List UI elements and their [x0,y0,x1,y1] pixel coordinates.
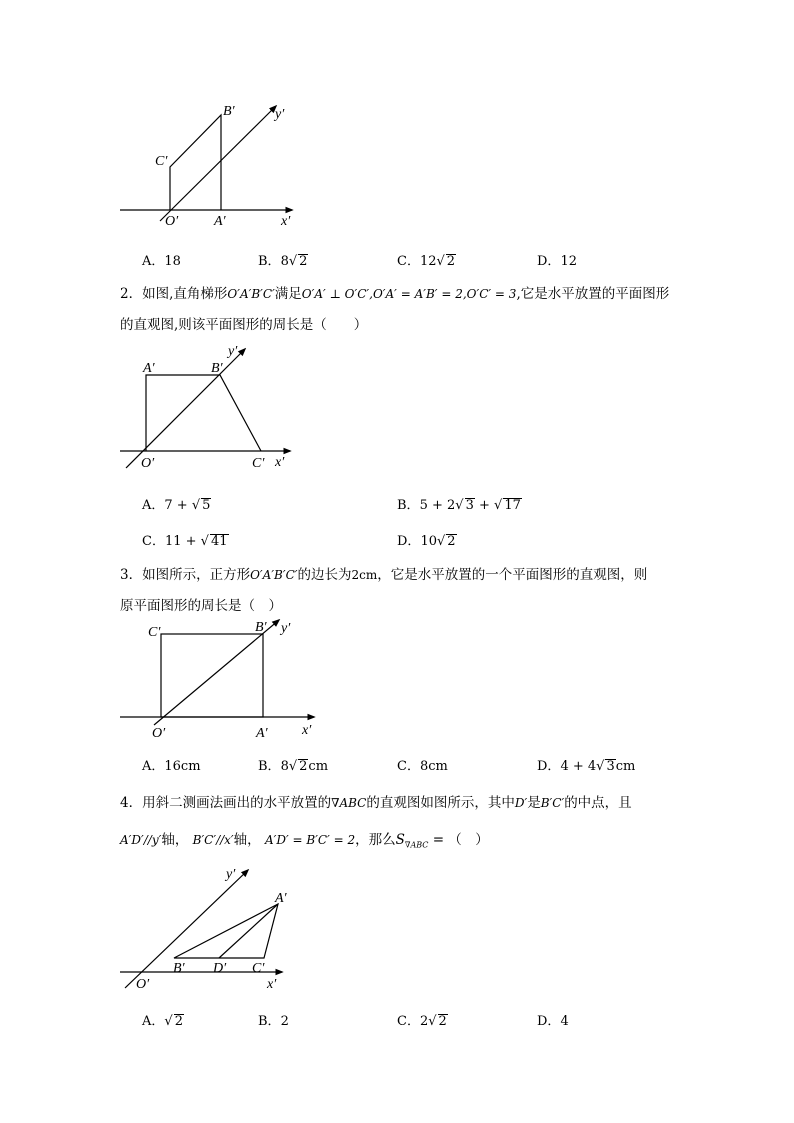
q4-option-d[interactable]: D．4 [537,1014,569,1029]
q3-option-d[interactable]: D．4 + 4√ 3cm [537,759,636,774]
label-x: x′ [302,723,312,738]
y-axis [160,106,276,221]
q4-option-c[interactable]: C．2√ 2 [397,1014,447,1029]
label-c: C′ [148,625,161,640]
label-a: A′ [256,726,268,741]
label-b: B′ [173,961,185,976]
label-x: x′ [275,455,285,470]
label-a: A′ [275,891,287,906]
label-a: A′ [143,361,155,376]
q4-stem-line2: A′D′//y′轴， B′C′//x′轴， A′D′ = B′C′ = 2，那么$S_{\nabla ABC}$ = （ ） [120,832,489,850]
label-o: O′ [165,214,179,229]
q2-option-a[interactable]: A．7 + √ 5 [142,498,211,513]
q3-stem-line2: 原平面图形的周长是（ ） [120,598,282,614]
figure-2-diagram [110,340,310,475]
figure-1-diagram [110,95,310,230]
y-axis [154,620,279,725]
q2-option-d[interactable]: D．10√ 2 [397,534,456,549]
label-c: C′ [252,961,265,976]
parallelogram [170,115,221,210]
q4-stem-line1: 4．用斜二测画法画出的水平放置的∇ABC的直观图如图所示，其中D′是B′C′的中点，且 [120,795,632,811]
label-x: x′ [281,214,291,229]
label-a: A′ [214,214,226,229]
q3-option-c[interactable]: C．8cm [397,759,448,774]
label-y: y′ [228,344,238,359]
label-c: C′ [155,154,168,169]
label-c: C′ [252,456,265,471]
q2-option-c[interactable]: C．11 + √ 41 [142,534,228,549]
label-b: B′ [255,620,267,635]
q4-option-b[interactable]: B．2 [258,1014,289,1029]
q3-option-a[interactable]: A．16cm [142,759,201,774]
q3-stem-line1: 3．如图所示，正方形O′A′B′C′的边长为2cm，它是水平放置的一个平面图形的直观图，则 [120,567,648,583]
label-o: O′ [136,977,150,992]
label-y: y′ [281,621,291,636]
label-d: D′ [213,961,227,976]
q3-option-b[interactable]: B．8√ 2cm [258,759,329,774]
triangle [174,904,278,958]
q2-stem-line2: 的直观图,则该平面图形的周长是（ ） [120,317,368,333]
label-y: y′ [275,107,285,122]
label-b: B′ [223,104,235,119]
q2-stem-line1: 2．如图,直角梯形O′A′B′C′满足O′A′ ⊥ O′C′,O′A′ = A′B′ = 2,O′C′ = 3,它是水平放置的平面图形 [120,286,670,302]
label-o: O′ [141,456,155,471]
label-b: B′ [211,361,223,376]
trapezoid [146,375,261,451]
q1-option-a[interactable]: A．18 [142,254,181,269]
q1-option-d[interactable]: D．12 [537,254,577,269]
label-x: x′ [267,977,277,992]
q2-option-b[interactable]: B．5 + 2√ 3 + √ 17 [397,498,521,513]
q4-option-a[interactable]: A．√ 2 [142,1014,183,1029]
label-y: y′ [226,867,236,882]
q1-option-b[interactable]: B．8√ 2 [258,254,308,269]
label-o: O′ [152,726,166,741]
figure-3-diagram [110,612,320,747]
q1-option-c[interactable]: C．12√ 2 [397,254,456,269]
figure-4-diagram [110,862,310,997]
median-ad [219,904,278,958]
